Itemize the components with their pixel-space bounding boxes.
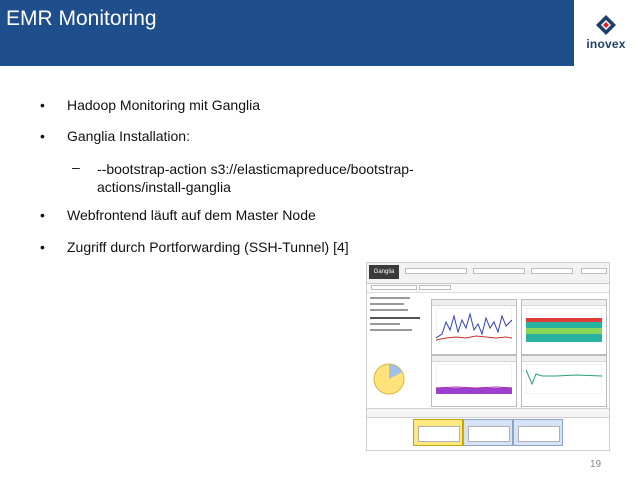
- bullet-text: Webfrontend läuft auf dem Master Node: [67, 207, 316, 223]
- ganglia-cluster-summary: [370, 297, 428, 337]
- ganglia-host-tile: [513, 419, 563, 446]
- ganglia-field: [473, 268, 525, 274]
- ganglia-logo: Ganglia: [369, 265, 399, 279]
- ganglia-field: [405, 268, 467, 274]
- bullet-text: Hadoop Monitoring mit Ganglia: [67, 97, 260, 113]
- bullet-text: Zugriff durch Portforwarding (SSH-Tunnel) [4]: [67, 239, 349, 255]
- bullet-symbol: •: [40, 207, 45, 223]
- ganglia-grid-bar: [367, 284, 610, 293]
- ganglia-field: [419, 285, 451, 290]
- ganglia-graph-memory: [521, 299, 607, 355]
- bullet-text: Ganglia Installation:: [67, 128, 190, 144]
- page-number: 19: [590, 459, 602, 470]
- bullet-symbol: •: [40, 239, 45, 255]
- ganglia-field: [581, 268, 607, 274]
- inovex-logo: [574, 0, 638, 66]
- ganglia-host-tile: [463, 419, 513, 446]
- sub-bullet-line-2: actions/install-ganglia: [97, 179, 231, 195]
- ganglia-pie-chart: [371, 361, 407, 397]
- inovex-diamond-icon: [596, 15, 616, 35]
- slide-title: EMR Monitoring: [6, 7, 157, 30]
- sub-bullet-line-1: --bootstrap-action s3://elasticmapreduce/bootstrap-: [97, 161, 414, 177]
- ganglia-graph-cpu: [431, 355, 517, 407]
- ganglia-field: [371, 285, 417, 290]
- slide-header: [0, 0, 574, 66]
- ganglia-host-tile: [413, 419, 463, 446]
- ganglia-metric-bar: [367, 408, 610, 418]
- ganglia-graph-load: [431, 299, 517, 355]
- ganglia-topbar: [367, 263, 610, 284]
- ganglia-field: [531, 268, 573, 274]
- bullet-symbol: •: [40, 97, 45, 113]
- ganglia-screenshot: [366, 262, 610, 451]
- sub-bullet-symbol: –: [72, 159, 80, 175]
- ganglia-graph-network: [521, 355, 607, 407]
- logo-text: inovex: [586, 37, 626, 51]
- bullet-symbol: •: [40, 128, 45, 144]
